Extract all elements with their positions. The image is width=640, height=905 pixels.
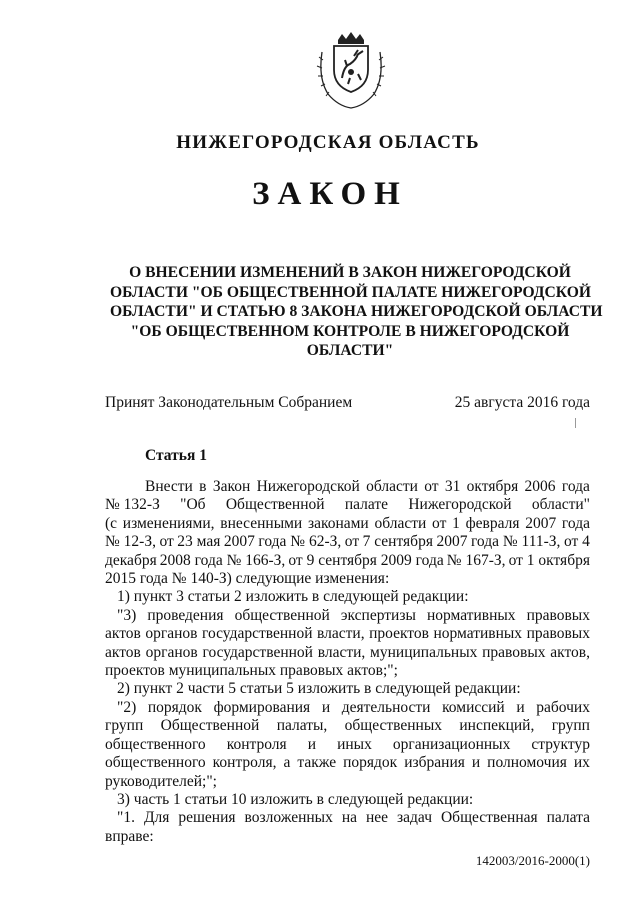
body-word: № 167-З, [446, 551, 506, 569]
paragraph-line [105, 515, 590, 533]
law-title-line: "ОБ ОБЩЕСТВЕННОМ КОНТРОЛЕ В НИЖЕГОРОДСКОЙ [130, 322, 570, 340]
body-word: проведения [147, 606, 224, 624]
law-title-line: О ВНЕСЕНИИ ИЗМЕНЕНИЙ В ЗАКОН НИЖЕГОРОДСКОЙ [129, 264, 571, 281]
body-word: актов [105, 643, 141, 661]
body-word: и [321, 698, 331, 716]
body-word: общественного [105, 735, 206, 753]
body-word: № 132-З [105, 496, 160, 514]
quoted-text-line [105, 644, 590, 662]
body-word: групп [105, 717, 144, 735]
body-word: порядок [343, 754, 398, 772]
body-word: области [374, 514, 427, 532]
body-word: 1 [452, 514, 460, 532]
body-word: года [561, 514, 590, 532]
body-word: возложенных [244, 809, 333, 827]
body-word: их [573, 754, 590, 772]
amendment-item: 1) пункт 3 статьи 2 изложить в следующей редакции: [117, 588, 469, 606]
body-word: также [297, 754, 337, 772]
paragraph-line [105, 533, 590, 551]
body-word: Общественная [440, 809, 538, 827]
scan-mark [575, 418, 576, 428]
body-word: правовых [482, 643, 546, 661]
body-word: 2007 [436, 533, 468, 551]
body-word: нормативных [426, 606, 516, 624]
body-word: палате [344, 496, 389, 514]
body-word: нее [366, 809, 389, 827]
body-word: 2008 года № 166-З, [159, 551, 286, 569]
body-word: на [341, 809, 358, 827]
body-word: палата [546, 809, 590, 827]
body-word: 2007 [223, 533, 255, 551]
body-word: контроля, [212, 754, 277, 772]
amendment-item: 3) часть 1 статьи 10 изложить в следующей редакции: [117, 790, 474, 808]
body-word: "1. [117, 809, 135, 827]
coat-of-arms-icon [314, 30, 388, 110]
body-word: и [307, 735, 317, 753]
body-word: области [366, 478, 418, 495]
body-word: полномочия [487, 754, 567, 772]
quoted-text-line [105, 809, 590, 827]
body-word: Для [143, 809, 170, 827]
body-word: государственной [202, 625, 313, 643]
body-word: года № 111-З, [470, 533, 561, 551]
body-word: от 9 сентября 2009 года [288, 551, 444, 569]
body-word: "Об [180, 496, 206, 514]
body-word: формирования [213, 698, 311, 716]
body-word: избрания [404, 754, 465, 772]
body-word: проектов [369, 625, 429, 643]
body-word: в [199, 478, 207, 495]
body-word: комиссий [442, 698, 505, 716]
body-word: Нижегородской [256, 478, 360, 495]
paragraph-line [105, 552, 590, 570]
body-word: 2015 года № 140-З) следующие изменения: [105, 570, 390, 588]
body-word: общественного [105, 754, 206, 772]
article-heading: Статья 1 [145, 447, 207, 464]
article-body [105, 478, 590, 846]
body-word: организационных [392, 735, 511, 753]
body-word: от 1 октября [508, 551, 590, 569]
paragraph-line [105, 496, 590, 514]
body-word: задач [397, 809, 432, 827]
body-word: от [432, 514, 447, 532]
body-word: от [424, 478, 439, 495]
law-title [110, 263, 603, 361]
body-word: вправе: [105, 827, 154, 845]
body-word: от 4 [563, 533, 590, 551]
body-word: иных [337, 735, 372, 753]
body-word: общественных [344, 717, 443, 735]
quoted-text-line [105, 736, 590, 754]
body-word: февраля [465, 514, 520, 532]
adoption-text: Принят Законодательным Собранием [105, 394, 353, 411]
body-word: актов [105, 625, 141, 643]
body-word: "3) [117, 606, 137, 624]
body-word: Общественной [225, 496, 325, 514]
law-title-line: ОБЛАСТИ "ОБ ОБЩЕСТВЕННОЙ ПАЛАТЕ НИЖЕГОРОДСКОЙ [110, 283, 591, 301]
body-word: 31 [444, 478, 461, 495]
body-word: правовых [526, 606, 590, 624]
body-word: "2) [117, 698, 137, 716]
quoted-text-line [105, 625, 590, 643]
body-word: рабочих [536, 698, 590, 716]
body-word: власти, [317, 625, 365, 643]
body-word: 7 сентября [362, 533, 433, 551]
quoted-text-line [105, 699, 590, 717]
body-word: а [283, 754, 291, 772]
body-word: декабря [105, 551, 157, 569]
law-title-line: ОБЛАСТИ" [306, 342, 394, 359]
document-type-heading: ЗАКОН [252, 176, 408, 212]
quoted-text-line [105, 828, 590, 846]
body-word: (с [105, 514, 118, 532]
body-word: Общественной [160, 717, 260, 735]
body-word: контроля [226, 735, 287, 753]
quoted-text-line [105, 773, 590, 791]
body-word: органов [145, 625, 198, 643]
paragraph-line [105, 570, 590, 588]
body-word: инспекций, [459, 717, 535, 735]
body-word: экспертизы [340, 606, 416, 624]
body-word: года № 62-З, [258, 533, 342, 551]
quoted-text-line [105, 754, 590, 772]
body-word: Закон [212, 478, 251, 495]
body-word: правовых [526, 625, 590, 643]
body-word: руководителей;"; [105, 772, 217, 790]
body-word: нормативных [433, 625, 523, 643]
quoted-text-line [105, 662, 590, 680]
body-word: групп [551, 717, 590, 735]
body-word: законами [307, 514, 369, 532]
body-word: палаты, [276, 717, 328, 735]
body-word: структур [531, 735, 590, 753]
body-word: 23 мая [177, 533, 221, 551]
body-word: власти, [317, 643, 366, 661]
body-word: решения [178, 809, 236, 827]
body-word: области" [531, 496, 590, 514]
body-word: муниципальных [370, 643, 478, 661]
body-word: актов, [550, 643, 590, 661]
document-code: 142003/2016-2000(1) [475, 853, 590, 868]
body-word: общественной [234, 606, 330, 624]
body-word: и [471, 754, 481, 772]
body-word: от [159, 533, 174, 551]
body-word: от [344, 533, 360, 551]
law-title-line: ОБЛАСТИ" И СТАТЬЮ 8 ЗАКОНА НИЖЕГОРОДСКОЙ ОБЛАСТИ [110, 303, 603, 320]
body-word: № 12-З, [105, 533, 156, 551]
body-word: проектов муниципальных правовых актов;"; [105, 662, 398, 680]
adoption-date: 25 августа 2016 года [454, 394, 590, 411]
body-word: деятельности [341, 698, 431, 716]
body-word: внесенными [220, 514, 303, 532]
body-word: Внести [145, 478, 193, 495]
body-word: государственной [202, 643, 313, 661]
body-word: октября [466, 478, 519, 495]
body-word: 2006 [524, 478, 556, 495]
body-word: Нижегородской [408, 496, 512, 514]
paragraph-line [105, 478, 590, 496]
amendment-item: 2) пункт 2 части 5 статьи 5 изложить в следующей редакции: [117, 680, 521, 698]
quoted-text-line [105, 717, 590, 735]
quoted-text-line [105, 607, 590, 625]
body-word: 2007 [525, 514, 557, 532]
body-word: года [561, 478, 590, 495]
body-word: изменениями, [122, 514, 215, 532]
body-word: и [516, 698, 525, 716]
body-word: органов [145, 643, 198, 661]
body-word: порядок [147, 698, 202, 716]
region-heading: НИЖЕГОРОДСКАЯ ОБЛАСТЬ [176, 132, 480, 153]
